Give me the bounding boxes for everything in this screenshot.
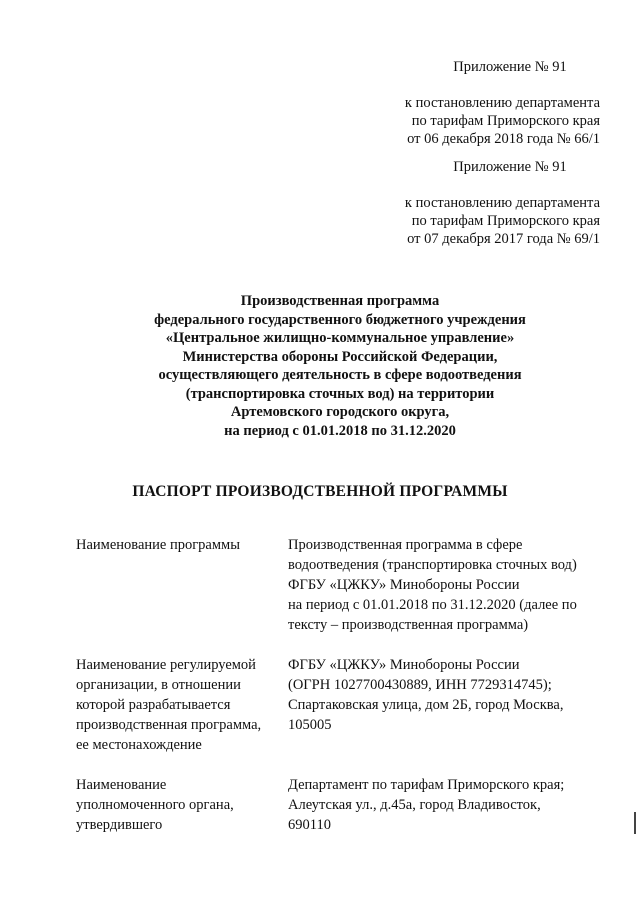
- value-line: Алеутская ул., д.45а, город Владивосток,: [288, 797, 541, 813]
- value-line: водоотведения (транспортировка сточных вод): [288, 557, 577, 573]
- title-line: на период с 01.01.2018 по 31.12.2020: [224, 422, 456, 439]
- label-line: организации, в отношении: [76, 677, 241, 693]
- value-line: Производственная программа в сфере: [288, 537, 523, 553]
- value-line: на период с 01.01.2018 по 31.12.2020 (далее по: [288, 597, 577, 613]
- value-line: тексту – производственная программа): [288, 617, 529, 633]
- appendix-line: от 06 декабря 2018 года № 66/1: [407, 131, 600, 147]
- title-line: Артемовского городского округа,: [230, 404, 450, 420]
- row-value: [288, 775, 608, 835]
- value-line: ФГБУ «ЦЖКУ» Минобороны России: [288, 657, 520, 673]
- value-line: ФГБУ «ЦЖКУ» Минобороны России: [288, 577, 520, 593]
- scan-edge-mark: [634, 812, 636, 834]
- title-line: Производственная программа: [240, 293, 440, 309]
- appendix-line: к постановлению департамента: [404, 95, 600, 111]
- value-line: (ОГРН 1027700430889, ИНН 7729314745);: [288, 677, 552, 693]
- label-line: уполномоченного органа,: [76, 797, 234, 813]
- title-line: «Центральное жилищно-коммунальное управление»: [165, 330, 515, 346]
- title-line: федерального государственного бюджетного учреждения: [154, 311, 526, 328]
- value-line: 105005: [288, 717, 332, 733]
- program-title: [100, 292, 580, 440]
- value-line: Спартаковская улица, дом 2Б, город Москва,: [288, 697, 564, 713]
- appendix-line: к постановлению департамента: [404, 195, 600, 211]
- title-line: (транспортировка сточных вод) на территории: [185, 385, 495, 402]
- appendix-line: по тарифам Приморского края: [411, 113, 600, 129]
- row-label: [76, 775, 276, 835]
- row-value: [288, 535, 608, 635]
- passport-heading: ПАСПОРТ ПРОИЗВОДСТВЕННОЙ ПРОГРАММЫ: [132, 483, 508, 500]
- label-line: Наименование: [76, 777, 167, 793]
- appendix-block-2017: [380, 158, 600, 248]
- appendix-block-2018: [380, 58, 600, 148]
- appendix-number: Приложение № 91: [453, 159, 567, 175]
- value-line: Департамент по тарифам Приморского края;: [288, 777, 565, 793]
- appendix-line: по тарифам Приморского края: [411, 213, 600, 229]
- label-line: ее местонахождение: [76, 737, 202, 753]
- appendix-line: от 07 декабря 2017 года № 69/1: [407, 231, 600, 247]
- appendix-number: Приложение № 91: [453, 59, 567, 75]
- row-value: [288, 655, 608, 735]
- label-line: Наименование регулируемой: [76, 657, 256, 673]
- label-line: производственная программа,: [76, 717, 262, 733]
- value-line: 690110: [288, 817, 331, 833]
- title-line: осуществляющего деятельность в сфере водоотведения: [158, 367, 522, 383]
- label-line: утвердившего: [76, 817, 163, 833]
- label-line: Наименование программы: [76, 537, 240, 553]
- row-label: [76, 535, 276, 555]
- row-label: [76, 655, 276, 755]
- label-line: которой разрабатывается: [76, 697, 231, 713]
- title-line: Министерства обороны Российской Федерации,: [182, 348, 498, 365]
